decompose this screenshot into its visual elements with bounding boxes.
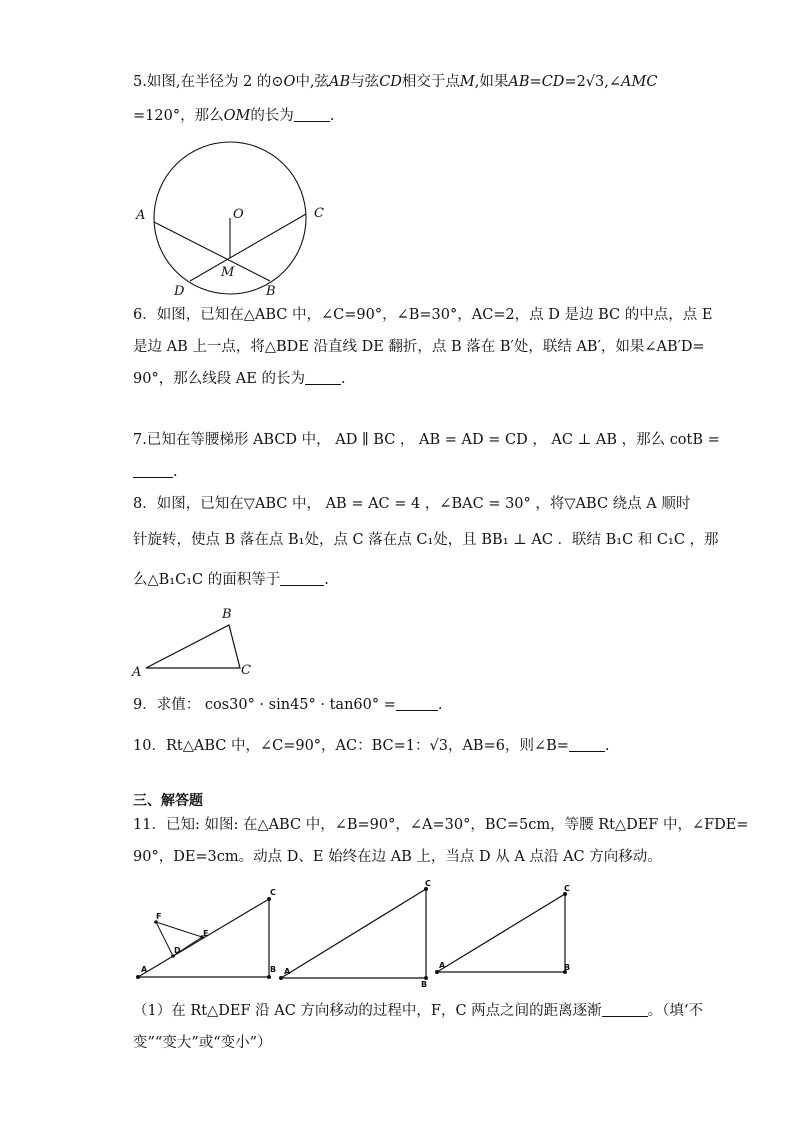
- triangle-abc: [146, 625, 240, 668]
- label-c: C: [314, 206, 324, 221]
- label-b: B: [564, 963, 571, 972]
- q5-text: AB: [508, 74, 530, 90]
- q8-text: 么△B₁C₁C 的面积等于: [133, 572, 281, 588]
- q5-text: ,如果: [474, 74, 509, 90]
- label-a: A: [284, 967, 291, 976]
- label-b: B: [270, 965, 277, 974]
- label-f: F: [156, 912, 162, 921]
- answer-blank[interactable]: [280, 571, 324, 586]
- q5-text: O: [283, 74, 296, 90]
- q5-line-1: [133, 72, 657, 92]
- q8-text: .: [324, 572, 329, 588]
- answer-blank[interactable]: [569, 737, 605, 752]
- q5-text: =: [529, 74, 542, 90]
- label-b: B: [222, 607, 232, 622]
- q8-line-2: 针旋转，使点 B 落在点 B₁处，点 C 落在点 C₁处，且 BB₁ ⊥ AC ．联结 B₁C 和 C₁C ，那: [133, 532, 719, 548]
- answer-blank[interactable]: [294, 107, 330, 122]
- q10-text: .: [604, 738, 610, 754]
- answer-blank[interactable]: [305, 370, 341, 385]
- q5-text: =120°，那么: [133, 108, 224, 124]
- answer-blank[interactable]: [133, 463, 173, 478]
- q11-line-2: 90°，DE=3cm。动点 D、E 始终在边 AB 上，当点 D 从 A 点沿 AC 方向移动。: [133, 849, 662, 865]
- chord-cd: [190, 214, 306, 281]
- q7-line-2: [133, 462, 178, 482]
- q6-line-3: [133, 369, 346, 389]
- q5-text: =2: [564, 74, 586, 90]
- q9-line: [133, 695, 442, 715]
- label-c: C: [425, 879, 431, 888]
- label-o: O: [233, 207, 244, 222]
- label-c: C: [270, 888, 276, 897]
- q5-line-2: [133, 106, 334, 126]
- q10-line: [133, 736, 610, 756]
- chord-ab: [154, 222, 270, 281]
- q11-figure-2: [276, 876, 440, 989]
- label-a: A: [132, 665, 142, 680]
- q7-text: .: [173, 464, 178, 480]
- q5-text: 与弦: [350, 74, 380, 90]
- q5-text: AMC: [621, 74, 658, 90]
- label-b: B: [266, 284, 276, 299]
- q10-text: 10．Rt△ABC 中，∠C=90°，AC：BC=1：√3，AB=6，则∠B=: [133, 738, 569, 754]
- q5-text: 的长为: [250, 108, 294, 124]
- q5-text: ,∠: [604, 74, 622, 90]
- q5-text: .: [329, 108, 335, 124]
- q6-text: 90°，那么线段 AE 的长为: [133, 371, 305, 387]
- point-a: [136, 975, 140, 979]
- q5-text: AB: [329, 74, 351, 90]
- q11-figure-3: [432, 882, 580, 982]
- label-a: A: [439, 961, 446, 970]
- point-a: [435, 970, 439, 974]
- label-d: D: [174, 284, 185, 299]
- q8-line-1: 8．如图，已知在▽ABC 中， AB = AC = 4 ，∠BAC = 30° ，将▽ABC 绕点 A 顺时: [133, 496, 691, 512]
- q5-circle-figure: [130, 148, 340, 300]
- q5-text: OM: [223, 108, 251, 124]
- q5-text: CD: [541, 74, 565, 90]
- label-e: E: [203, 929, 209, 938]
- q6-text: .: [340, 371, 346, 387]
- q5-text: √3: [585, 74, 605, 90]
- answer-blank[interactable]: [396, 696, 438, 711]
- q8-triangle-figure: [128, 602, 258, 680]
- triangle-abc: [138, 899, 269, 977]
- answer-blank[interactable]: [602, 1002, 648, 1017]
- q9-text: .: [437, 697, 443, 713]
- q6-line-1: 6．如图，已知在△ABC 中，∠C=90°，∠B=30°，AC=2，点 D 是边 BC 的中点，点 E: [133, 307, 713, 323]
- point-b: [267, 975, 271, 979]
- q11-sub1-line-2: 变”“变大”或“变小”）: [133, 1035, 272, 1051]
- q8-line-3: [133, 570, 329, 590]
- q5-text: 相交于点: [401, 74, 460, 90]
- point-c: [267, 897, 271, 901]
- q7-line-1: 7.已知在等腰梯形 ABCD 中， AD ∥ BC ， AB = AD = CD ， AC ⊥ AB ，那么 cotB =: [133, 432, 720, 448]
- triangle-abc: [437, 894, 565, 972]
- q5-text: M: [459, 74, 475, 90]
- q11-text: 。（填‘不: [647, 1003, 704, 1019]
- q11-sub1-line-1: [133, 1001, 703, 1021]
- point-a: [279, 976, 283, 980]
- triangle-abc: [281, 889, 426, 978]
- label-b: B: [421, 980, 428, 989]
- label-m: M: [221, 265, 235, 280]
- label-c: C: [564, 884, 570, 893]
- q5-text: CD: [379, 74, 402, 90]
- q9-text: 9．求值： cos30° · sin45° · tan60° =: [133, 697, 396, 713]
- q5-text: 中,弦: [295, 74, 330, 90]
- q5-text: 5.如图,在半径为 2 的⊙: [133, 74, 284, 90]
- label-a: A: [136, 208, 146, 223]
- q6-line-2: 是边 AB 上一点，将△BDE 沿直线 DE 翻折，点 B 落在 B′处，联结 AB′，如果∠AB′D=: [133, 339, 705, 355]
- label-c: C: [241, 663, 251, 678]
- q11-line-1: 11．已知: 如图: 在△ABC 中，∠B=90°，∠A=30°，BC=5cm，等腰 Rt△DEF 中，∠FDE=: [133, 817, 749, 833]
- q11-figure-1: [132, 884, 280, 984]
- label-a: A: [141, 965, 148, 974]
- q11-text: （1）在 Rt△DEF 沿 AC 方向移动的过程中，F，C 两点之间的距离逐渐: [133, 1003, 602, 1019]
- section-title: 三、解答题: [133, 793, 203, 809]
- label-d: D: [174, 946, 181, 955]
